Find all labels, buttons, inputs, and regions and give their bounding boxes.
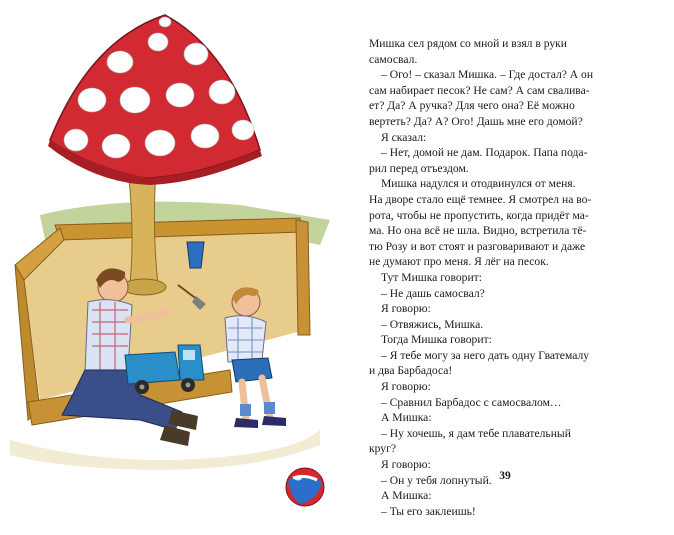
text-line: рил перед отъездом.: [369, 161, 469, 175]
text-line: Я говорю:: [381, 458, 431, 472]
text-line: – Ну хочешь, я дам тебе плавательный: [381, 426, 571, 440]
text-line: сам набирает песок? Не сам? А сам свалива-: [369, 83, 590, 97]
text-line: – Нет, домой не дам. Подарок. Папа пода-: [381, 146, 588, 160]
text-line: Я говорю:: [381, 302, 431, 316]
text-line: – Отвяжись, Мишка.: [381, 317, 484, 331]
text-line: круг?: [369, 442, 396, 456]
text-line: – Ты его заклеишь!: [381, 504, 476, 518]
text-line: – Я тебе могу за него дать одну Гватемалу: [381, 348, 590, 362]
text-line: Я говорю:: [381, 380, 431, 394]
text-line: и два Барбадоса!: [369, 364, 453, 378]
text-line: Тогда Мишка говорит:: [381, 333, 492, 347]
page-number: 39: [499, 470, 511, 482]
text-line: не думают про меня. Я лёг на песок.: [369, 255, 549, 269]
text-line: Мишка сел рядом со мной и взял в руки: [369, 37, 568, 50]
text-line: Я сказал:: [381, 130, 427, 144]
story-text: [369, 36, 641, 519]
text-line: самосвал.: [369, 52, 418, 66]
text-line: Мишка надулся и отодвинулся от меня.: [381, 177, 576, 191]
text-line: Тут Мишка говорит:: [381, 270, 482, 284]
text-line: ма. Но она всё не шла. Видно, встретила тё-: [369, 224, 587, 238]
text-line: вертеть? Да? А? Ого! Дашь мне его домой?: [369, 114, 583, 128]
text-line: ет? Да? А ручка? Для чего она? Её можно: [369, 99, 575, 113]
text-line: тю Розу и вот стоят и разговаривают и даже: [369, 239, 586, 253]
text-line: На дворе стало ещё темнее. Я смотрел на во-: [369, 192, 592, 206]
text-line: – Он у тебя лопнутый.: [381, 473, 492, 487]
text-line: – Сравнил Барбадос с самосвалом…: [381, 395, 562, 409]
text-line: рота, чтобы не пропустить, когда придёт ма-: [369, 208, 589, 222]
text-line: А Мишка:: [381, 489, 432, 503]
text-line: – Не дашь самосвал?: [381, 286, 485, 300]
text-line: А Мишка:: [381, 411, 432, 425]
text-line: – Ого! – сказал Мишка. – Где достал? А он: [381, 68, 594, 82]
